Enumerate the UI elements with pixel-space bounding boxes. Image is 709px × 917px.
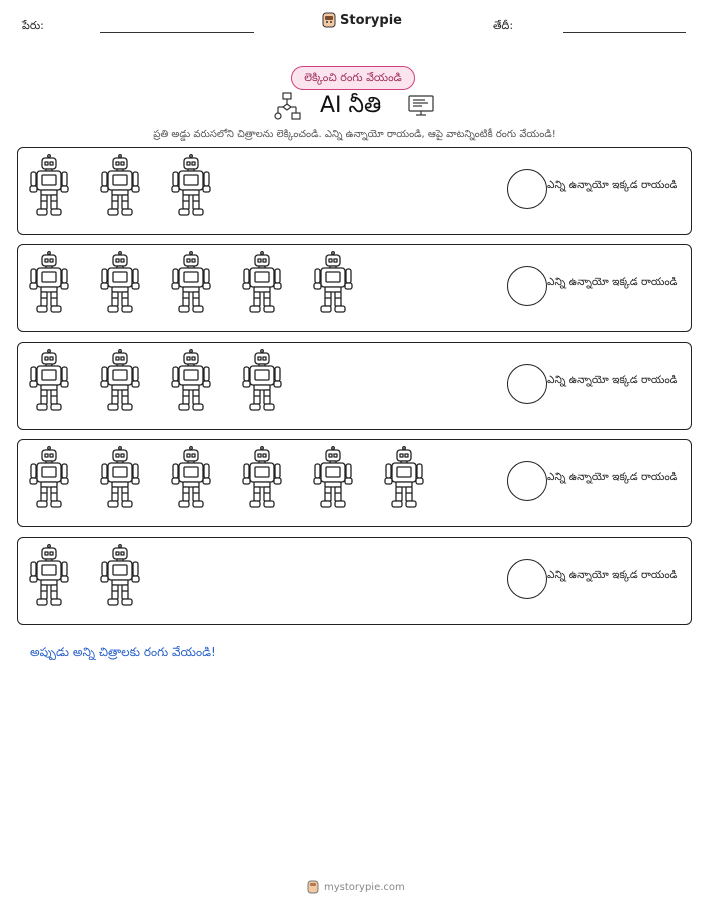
answer-circle[interactable] — [507, 559, 547, 599]
count-row-2 — [17, 244, 692, 332]
flowchart-icon — [272, 92, 302, 122]
robot-group — [28, 154, 212, 222]
instruction-text: ప్రతి అడ్డు వరుసలోని చిత్రాలను లెక్కించండి. ఎన్ని ఉన్నాయో రాయండి, ఆపై వాటన్నింటికీ రంగు వేయండి! — [153, 129, 556, 140]
robot-group — [28, 251, 354, 319]
answer-prompt: ఎన్ని ఉన్నాయో ఇక్కడ రాయండి — [547, 569, 678, 581]
worksheet-title: AI నీతి — [320, 93, 382, 118]
robot-icon[interactable] — [28, 251, 70, 319]
date-line — [563, 32, 686, 33]
robot-group — [28, 446, 425, 514]
count-row-1 — [17, 147, 692, 235]
answer-prompt: ఎన్ని ఉన్నాయో ఇక్కడ రాయండి — [547, 374, 678, 386]
robot-icon[interactable] — [28, 154, 70, 222]
brand-logo — [322, 12, 402, 28]
robot-icon[interactable] — [28, 544, 70, 612]
answer-circle[interactable] — [507, 364, 547, 404]
robot-icon[interactable] — [170, 446, 212, 514]
robot-icon[interactable] — [99, 349, 141, 417]
footer-site: mystorypie.com — [324, 881, 405, 893]
activity-badge: లెక్కించి రంగు వేయండి — [291, 66, 415, 90]
robot-icon[interactable] — [383, 446, 425, 514]
storypie-mascot-icon — [322, 12, 336, 28]
count-row-5 — [17, 537, 692, 625]
brand-name: Storypie — [340, 12, 402, 28]
date-label: తేదీ: — [493, 19, 514, 32]
robot-icon[interactable] — [28, 349, 70, 417]
answer-circle[interactable] — [507, 169, 547, 209]
robot-icon[interactable] — [170, 251, 212, 319]
robot-group — [28, 544, 141, 612]
name-label: పేరు: — [22, 19, 44, 32]
robot-group — [28, 349, 283, 417]
robot-icon[interactable] — [241, 446, 283, 514]
answer-circle[interactable] — [507, 461, 547, 501]
robot-icon[interactable] — [170, 154, 212, 222]
robot-icon[interactable] — [312, 251, 354, 319]
robot-icon[interactable] — [99, 446, 141, 514]
robot-icon[interactable] — [312, 446, 354, 514]
robot-icon[interactable] — [170, 349, 212, 417]
storypie-mascot-icon — [307, 880, 319, 894]
robot-icon[interactable] — [241, 251, 283, 319]
answer-prompt: ఎన్ని ఉన్నాయో ఇక్కడ రాయండి — [547, 471, 678, 483]
footer — [307, 880, 405, 894]
robot-icon[interactable] — [241, 349, 283, 417]
robot-icon[interactable] — [99, 251, 141, 319]
robot-icon[interactable] — [28, 446, 70, 514]
robot-icon[interactable] — [99, 154, 141, 222]
answer-prompt: ఎన్ని ఉన్నాయో ఇక్కడ రాయండి — [547, 179, 678, 191]
answer-prompt: ఎన్ని ఉన్నాయో ఇక్కడ రాయండి — [547, 276, 678, 288]
count-row-4 — [17, 439, 692, 527]
answer-circle[interactable] — [507, 266, 547, 306]
name-line — [100, 32, 254, 33]
closing-instruction: అప్పుడు అన్ని చిత్రాలకు రంగు వేయండి! — [30, 645, 216, 659]
robot-icon[interactable] — [99, 544, 141, 612]
count-row-3 — [17, 342, 692, 430]
computer-monitor-icon — [408, 95, 434, 117]
